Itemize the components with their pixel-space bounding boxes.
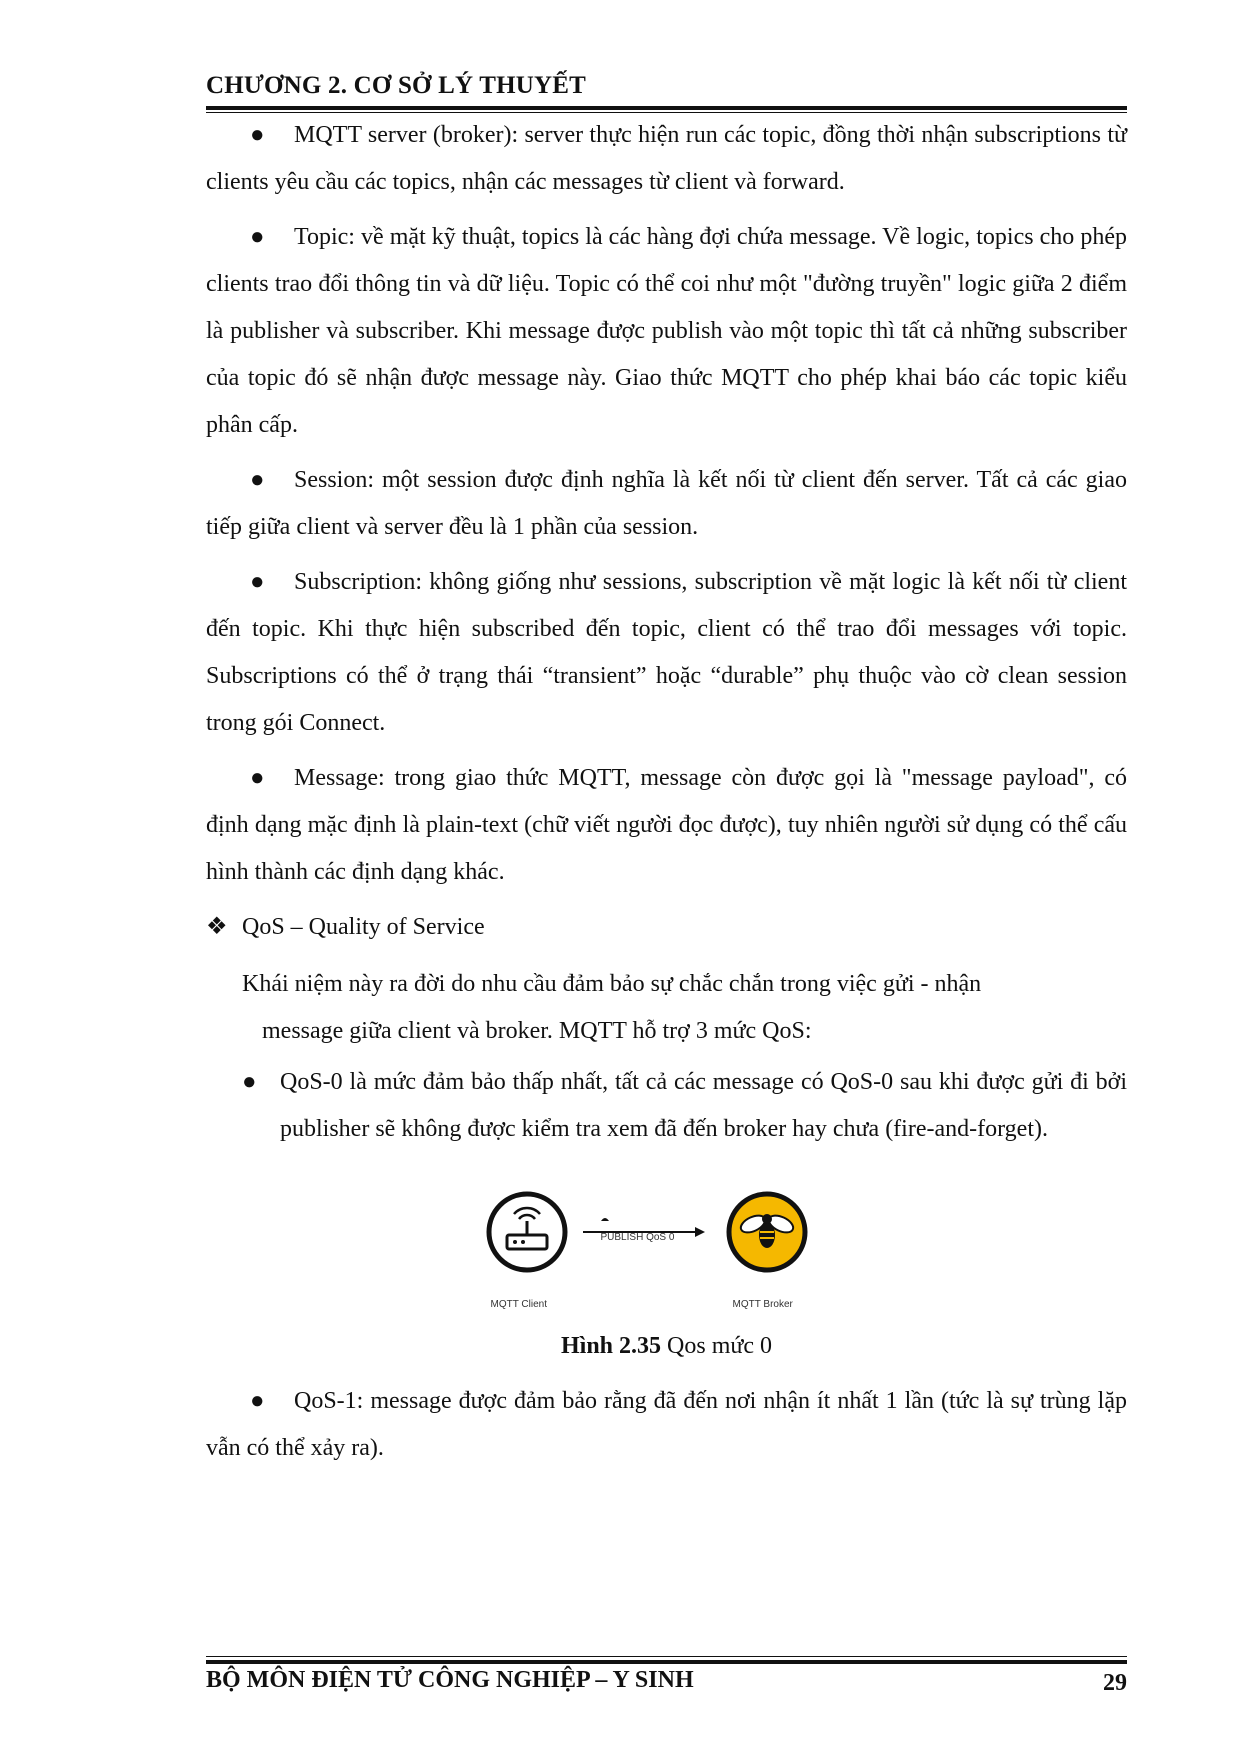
- figure-caption-number: Hình 2.35: [560, 1333, 662, 1359]
- footer-rule-thick: [206, 1660, 1127, 1664]
- arrow-label: PUBLISH QoS 0: [600, 1232, 675, 1243]
- bullet-subscription: ● Subscription: không giống như sessions, subscription về mặt logic là kết nối từ client đến topic. Khi thực hiện subscribed đến topic, client có thể trao đổi messages với topic. Subscriptions có thể ở trạng thái “transient” hoặc “durable” phụ thuộc vào cờ clean session trong gói Connect.: [206, 559, 1127, 747]
- mqtt-broker-icon: [729, 1194, 805, 1270]
- footer-rule-thin: [206, 1656, 1127, 1657]
- bullet-dot-icon: ●: [250, 224, 265, 250]
- bullet-dot-icon: ●: [242, 1069, 257, 1095]
- header-rule-thick: [206, 106, 1127, 110]
- bullet-topic: ● Topic: về mặt kỹ thuật, topics là các hàng đợi chứa message. Về logic, topics cho phép clients trao đổi thông tin và dữ liệu. Topic có thể coi như một "đường truyền" logic giữa 2 điểm là publisher và subscriber. Khi message được publish vào một topic thì tất cả những subscriber của topic đó sẽ nhận được message này. Giao thức MQTT cho phép khai báo các topic kiểu phân cấp.: [206, 214, 1127, 449]
- page-header-title: CHƯƠNG 2. CƠ SỞ LÝ THUYẾT: [206, 72, 587, 99]
- bullet-message: ● Message: trong giao thức MQTT, message còn được gọi là "message payload", có định dạng mặc định là plain-text (chữ viết người đọc được), tuy nhiên người sử dụng có thể cấu hình thành các định dạng khác.: [206, 755, 1127, 896]
- diamond-bullet-icon: ❖: [206, 914, 228, 940]
- broker-label: MQTT Broker: [732, 1299, 793, 1310]
- page-body: [206, 112, 1127, 1480]
- bullet-dot-icon: ●: [250, 569, 265, 595]
- bullet-mqtt-server: ● MQTT server (broker): server thực hiện run các topic, đồng thời nhận subscriptions từ clients yêu cầu các topics, nhận các messages từ client và forward.: [206, 112, 1127, 206]
- mqtt-client-icon: [489, 1194, 565, 1270]
- qos-intro-line1: Khái niệm này ra đời do nhu cầu đảm bảo sự chắc chắn trong việc gửi - nhận: [242, 971, 982, 997]
- qos-intro-line2: message giữa client và broker. MQTT hỗ trợ 3 mức QoS:: [262, 1018, 812, 1044]
- bullet-session: ● Session: một session được định nghĩa là kết nối từ client đến server. Tất cả các giao tiếp giữa client và server đều là 1 phần của session.: [206, 457, 1127, 551]
- bullet-dot-icon: ●: [250, 1388, 265, 1414]
- bullet-dot-icon: ●: [250, 765, 265, 791]
- qos-heading: ❖ QoS – Quality of Service: [206, 904, 1127, 951]
- bullet-dot-icon: ●: [250, 122, 265, 148]
- footer-department: BỘ MÔN ĐIỆN TỬ CÔNG NGHIỆP – Y SINH: [206, 1667, 694, 1693]
- bullet-qos0: ● QoS-0 là mức đảm bảo thấp nhất, tất cả các message có QoS-0 sau khi được gửi đi bởi publisher sẽ không được kiểm tra xem đã đến broker hay chưa (fire-and-forget).: [242, 1059, 1127, 1153]
- bullet-qos1: ● QoS-1: message được đảm bảo rằng đã đến nơi nhận ít nhất 1 lần (tức là sự trùng lặp vẫn có thể xảy ra).: [206, 1378, 1127, 1472]
- page-number: 29: [1103, 1670, 1127, 1696]
- figure-qos0-diagram: [477, 1177, 857, 1317]
- figure-caption-text: Qos mức 0: [661, 1333, 773, 1359]
- figure-caption: [206, 1323, 1127, 1370]
- qos-intro: [206, 961, 1127, 1055]
- client-label: MQTT Client: [490, 1299, 547, 1310]
- bullet-dot-icon: ●: [250, 467, 265, 493]
